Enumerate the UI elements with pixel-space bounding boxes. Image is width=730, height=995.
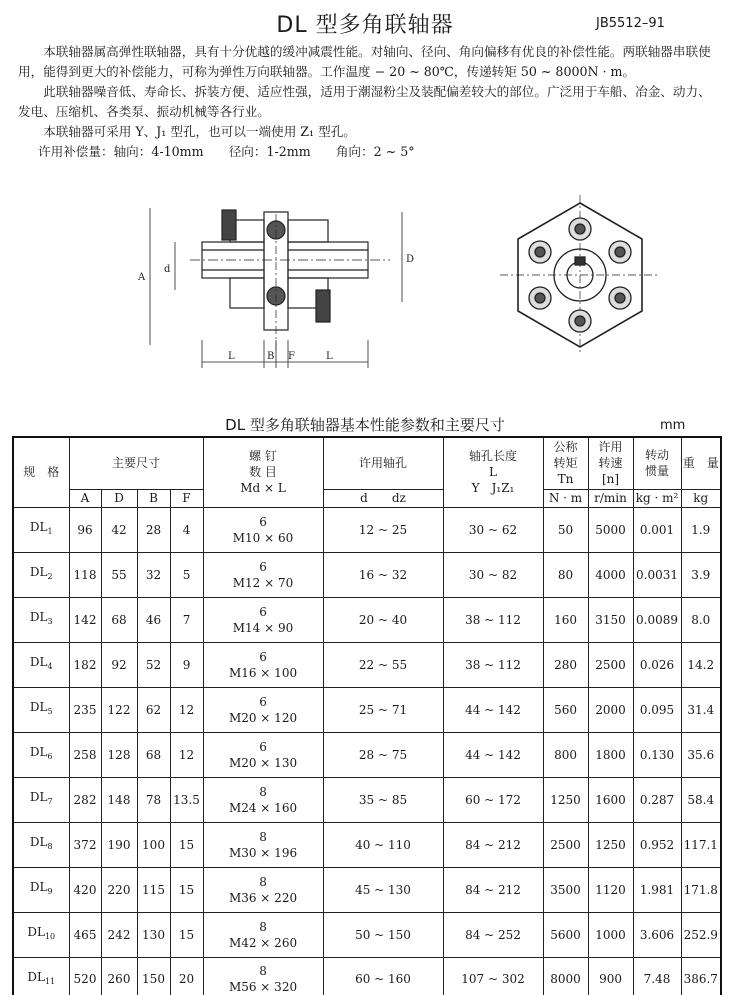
cell-model	[13, 597, 69, 642]
cell-A: 520	[69, 957, 101, 995]
cell-bolt	[203, 687, 323, 732]
cell-D: 128	[101, 732, 137, 777]
cell-D: 260	[101, 957, 137, 995]
intro-text	[18, 42, 718, 162]
table-row	[13, 732, 721, 777]
page-title: DL 型多角联轴器	[276, 13, 454, 38]
cell-model	[13, 867, 69, 912]
cell-speed: 3150	[588, 597, 633, 642]
intro-paragraph-1: 本联轴器属高弹性联轴器，具有十分优越的缓冲减震性能。对轴向、径向、角向偏移有优良的补偿性能。两联轴器串联使用，能得到更大的补偿能力，可称为弹性万向联轴器。工作温度 − 20 ~ 80℃，传递转矩 50 ~ 8000N · m。	[18, 44, 711, 79]
model-name: DL	[29, 520, 48, 534]
cell-D: 190	[101, 822, 137, 867]
cell-bore: 60 ~ 160	[323, 957, 443, 995]
model-name: DL	[29, 610, 48, 624]
model-name: DL	[29, 700, 48, 714]
header-A: A	[69, 489, 101, 507]
table-row	[13, 642, 721, 687]
cell-D: 92	[101, 642, 137, 687]
cell-speed: 1000	[588, 912, 633, 957]
cell-length: 84 ~ 252	[443, 912, 543, 957]
coupling-side-drawing	[130, 190, 430, 375]
cell-weight: 3.9	[681, 552, 721, 597]
cell-A: 420	[69, 867, 101, 912]
cell-bolt	[203, 642, 323, 687]
cell-D: 122	[101, 687, 137, 732]
cell-inertia: 0.095	[633, 687, 681, 732]
cell-inertia: 0.0089	[633, 597, 681, 642]
cell-F: 15	[170, 822, 203, 867]
dim-label-F: F	[288, 351, 295, 362]
header-weight: 重 量	[681, 437, 721, 489]
cell-B: 52	[137, 642, 170, 687]
cell-D: 68	[101, 597, 137, 642]
intro-paragraph-3: 本联轴器可采用 Y、J₁ 型孔，也可以一端使用 Z₁ 型孔。	[43, 124, 356, 139]
bolt-count: 8	[259, 829, 267, 844]
bolt-spec: M20 × 120	[228, 710, 298, 725]
cell-A: 372	[69, 822, 101, 867]
bolt-count: 6	[259, 694, 267, 709]
header-speed: 许用 转速 [n]	[588, 437, 633, 489]
cell-model	[13, 687, 69, 732]
cell-length: 38 ~ 112	[443, 642, 543, 687]
cell-speed: 4000	[588, 552, 633, 597]
bolt-spec: M56 × 320	[228, 980, 298, 995]
cell-A: 142	[69, 597, 101, 642]
cell-bore: 50 ~ 150	[323, 912, 443, 957]
intro-paragraph-2: 此联轴器噪音低、寿命长、拆装方便、适应性强，适用于潮湿粉尘及装配偏差较大的部位。广泛用于车船、冶金、动力、发电、压缩机、各类泵、振动机械等各行业。	[18, 84, 711, 119]
cell-F: 15	[170, 867, 203, 912]
cell-bolt	[203, 597, 323, 642]
cell-B: 78	[137, 777, 170, 822]
cell-model	[13, 957, 69, 995]
bolt-spec: M20 × 130	[228, 755, 298, 770]
cell-bolt	[203, 957, 323, 995]
header-torque: 公称 转矩 Tn	[543, 437, 588, 489]
header-main-dims: 主要尺寸	[69, 437, 203, 489]
cell-length: 60 ~ 172	[443, 777, 543, 822]
cell-torque: 8000	[543, 957, 588, 995]
table-unit: mm	[660, 418, 686, 433]
header-bore: 许用轴孔	[323, 437, 443, 489]
cell-inertia: 7.48	[633, 957, 681, 995]
dim-label-L-right: L	[326, 351, 333, 362]
cell-F: 12	[170, 732, 203, 777]
cell-inertia: 0.952	[633, 822, 681, 867]
cell-bolt	[203, 867, 323, 912]
bolt-spec: M16 × 100	[228, 665, 298, 680]
cell-B: 28	[137, 507, 170, 552]
cell-bolt	[203, 822, 323, 867]
header-inertia: 转动 惯量	[633, 437, 681, 489]
cell-inertia: 1.981	[633, 867, 681, 912]
cell-model	[13, 912, 69, 957]
cell-B: 32	[137, 552, 170, 597]
cell-F: 4	[170, 507, 203, 552]
table-row	[13, 867, 721, 912]
cell-bolt	[203, 912, 323, 957]
cell-bolt	[203, 777, 323, 822]
model-subscript: 9	[47, 887, 53, 896]
table-row	[13, 777, 721, 822]
cell-speed: 2000	[588, 687, 633, 732]
cell-A: 96	[69, 507, 101, 552]
cell-weight: 117.1	[681, 822, 721, 867]
cell-F: 5	[170, 552, 203, 597]
cell-torque: 80	[543, 552, 588, 597]
cell-speed: 2500	[588, 642, 633, 687]
table-row	[13, 597, 721, 642]
bolt-spec: M42 × 260	[228, 935, 298, 950]
cell-D: 148	[101, 777, 137, 822]
header-F: F	[170, 489, 203, 507]
header-bore-cols: d dz	[323, 489, 443, 507]
cell-weight: 58.4	[681, 777, 721, 822]
header-length: 轴孔长度 L Y J₁Z₁	[443, 437, 543, 507]
header-speed-unit: r/min	[588, 489, 633, 507]
cell-bore: 28 ~ 75	[323, 732, 443, 777]
cell-B: 68	[137, 732, 170, 777]
spec-table-body	[13, 507, 721, 995]
bolt-count: 6	[259, 559, 267, 574]
cell-torque: 1250	[543, 777, 588, 822]
cell-speed: 5000	[588, 507, 633, 552]
dim-label-L-left: L	[228, 351, 235, 362]
cell-D: 42	[101, 507, 137, 552]
cell-F: 7	[170, 597, 203, 642]
header-inertia-unit: kg · m²	[633, 489, 681, 507]
cell-B: 130	[137, 912, 170, 957]
cell-inertia: 0.287	[633, 777, 681, 822]
cell-torque: 800	[543, 732, 588, 777]
cell-B: 46	[137, 597, 170, 642]
table-row	[13, 822, 721, 867]
cell-speed: 1250	[588, 822, 633, 867]
model-subscript: 5	[47, 707, 53, 716]
model-subscript: 10	[44, 932, 56, 941]
cell-length: 107 ~ 302	[443, 957, 543, 995]
header-weight-unit: kg	[681, 489, 721, 507]
cell-torque: 280	[543, 642, 588, 687]
model-name: DL	[27, 969, 45, 984]
cell-bore: 40 ~ 110	[323, 822, 443, 867]
cell-A: 235	[69, 687, 101, 732]
cell-length: 38 ~ 112	[443, 597, 543, 642]
bolt-spec: M10 × 60	[232, 530, 294, 545]
cell-A: 118	[69, 552, 101, 597]
cell-speed: 900	[588, 957, 633, 995]
cell-bore: 16 ~ 32	[323, 552, 443, 597]
cell-F: 15	[170, 912, 203, 957]
cell-bore: 20 ~ 40	[323, 597, 443, 642]
bolt-count: 8	[259, 919, 267, 934]
bolt-count: 6	[259, 739, 267, 754]
cell-A: 182	[69, 642, 101, 687]
bolt-count: 6	[259, 514, 267, 529]
cell-A: 465	[69, 912, 101, 957]
model-subscript: 2	[47, 572, 53, 581]
intro-compensation: 许用补偿量：轴向：4-10mm 径向：1-2mm 角向：2 ~ 5°	[38, 144, 415, 159]
model-name: DL	[29, 745, 48, 759]
cell-length: 44 ~ 142	[443, 687, 543, 732]
cell-B: 115	[137, 867, 170, 912]
cell-bore: 35 ~ 85	[323, 777, 443, 822]
cell-B: 100	[137, 822, 170, 867]
cell-weight: 386.7	[681, 957, 721, 995]
model-name: DL	[29, 790, 48, 804]
table-row	[13, 687, 721, 732]
cell-speed: 1600	[588, 777, 633, 822]
cell-torque: 160	[543, 597, 588, 642]
bolt-spec: M36 × 220	[228, 890, 298, 905]
cell-length: 30 ~ 82	[443, 552, 543, 597]
bolt-count: 8	[259, 874, 267, 889]
cell-D: 242	[101, 912, 137, 957]
table-row	[13, 912, 721, 957]
cell-bolt	[203, 552, 323, 597]
cell-bore: 22 ~ 55	[323, 642, 443, 687]
cell-A: 258	[69, 732, 101, 777]
cell-B: 62	[137, 687, 170, 732]
cell-length: 84 ~ 212	[443, 867, 543, 912]
cell-weight: 14.2	[681, 642, 721, 687]
table-row	[13, 552, 721, 597]
model-name: DL	[29, 655, 48, 669]
cell-F: 13.5	[170, 777, 203, 822]
cell-F: 20	[170, 957, 203, 995]
cell-bore: 45 ~ 130	[323, 867, 443, 912]
model-subscript: 11	[44, 976, 56, 986]
cell-length: 44 ~ 142	[443, 732, 543, 777]
cell-length: 84 ~ 212	[443, 822, 543, 867]
cell-A: 282	[69, 777, 101, 822]
cell-inertia: 0.001	[633, 507, 681, 552]
table-row	[13, 957, 721, 995]
cell-bolt	[203, 732, 323, 777]
cell-bore: 25 ~ 71	[323, 687, 443, 732]
model-subscript: 3	[47, 617, 53, 626]
cell-model	[13, 732, 69, 777]
cell-torque: 2500	[543, 822, 588, 867]
cell-inertia: 0.130	[633, 732, 681, 777]
bolt-spec: M12 × 70	[232, 575, 294, 590]
header-bolt: 螺 钉 数 目 Md × L	[203, 437, 323, 507]
header-model: 规 格	[13, 437, 69, 507]
cell-torque: 50	[543, 507, 588, 552]
cell-weight: 8.0	[681, 597, 721, 642]
cell-bore: 12 ~ 25	[323, 507, 443, 552]
model-subscript: 1	[47, 527, 53, 536]
table-title: DL 型多角联轴器基本性能参数和主要尺寸	[225, 416, 505, 434]
cell-D: 220	[101, 867, 137, 912]
dim-label-d: d	[164, 264, 171, 275]
cell-torque: 560	[543, 687, 588, 732]
dim-label-D: D	[406, 254, 415, 265]
header-torque-unit: N · m	[543, 489, 588, 507]
cell-weight: 1.9	[681, 507, 721, 552]
bolt-spec: M30 × 196	[228, 845, 298, 860]
bolt-count: 6	[259, 649, 267, 664]
cell-model	[13, 507, 69, 552]
cell-weight: 171.8	[681, 867, 721, 912]
model-name: DL	[29, 835, 48, 849]
model-name: DL	[29, 880, 48, 894]
cell-bolt	[203, 507, 323, 552]
bolt-spec: M24 × 160	[228, 800, 298, 815]
bolt-spec: M14 × 90	[232, 620, 294, 635]
dim-label-A: A	[138, 272, 146, 283]
model-name: DL	[29, 565, 48, 579]
coupling-end-view-drawing	[500, 195, 660, 355]
model-name: DL	[27, 925, 45, 939]
cell-weight: 31.4	[681, 687, 721, 732]
cell-model	[13, 777, 69, 822]
standard-number: JB5512–91	[596, 16, 665, 31]
cell-B: 150	[137, 957, 170, 995]
cell-inertia: 0.0031	[633, 552, 681, 597]
bolt-count: 8	[259, 784, 267, 799]
cell-length: 30 ~ 62	[443, 507, 543, 552]
cell-speed: 1120	[588, 867, 633, 912]
spec-table	[12, 436, 722, 995]
dim-label-B: B	[267, 351, 275, 362]
bolt-count: 6	[259, 604, 267, 619]
cell-inertia: 0.026	[633, 642, 681, 687]
model-subscript: 6	[47, 752, 53, 761]
model-subscript: 4	[47, 662, 53, 671]
cell-torque: 5600	[543, 912, 588, 957]
cell-torque: 3500	[543, 867, 588, 912]
cell-model	[13, 642, 69, 687]
cell-model	[13, 822, 69, 867]
header-B: B	[137, 489, 170, 507]
model-subscript: 8	[47, 842, 53, 851]
bolt-count: 8	[259, 964, 267, 979]
model-subscript: 7	[47, 797, 53, 806]
cell-weight: 252.9	[681, 912, 721, 957]
cell-speed: 1800	[588, 732, 633, 777]
cell-F: 9	[170, 642, 203, 687]
cell-F: 12	[170, 687, 203, 732]
cell-model	[13, 552, 69, 597]
header-D: D	[101, 489, 137, 507]
cell-D: 55	[101, 552, 137, 597]
cell-weight: 35.6	[681, 732, 721, 777]
cell-inertia: 3.606	[633, 912, 681, 957]
table-row	[13, 507, 721, 552]
